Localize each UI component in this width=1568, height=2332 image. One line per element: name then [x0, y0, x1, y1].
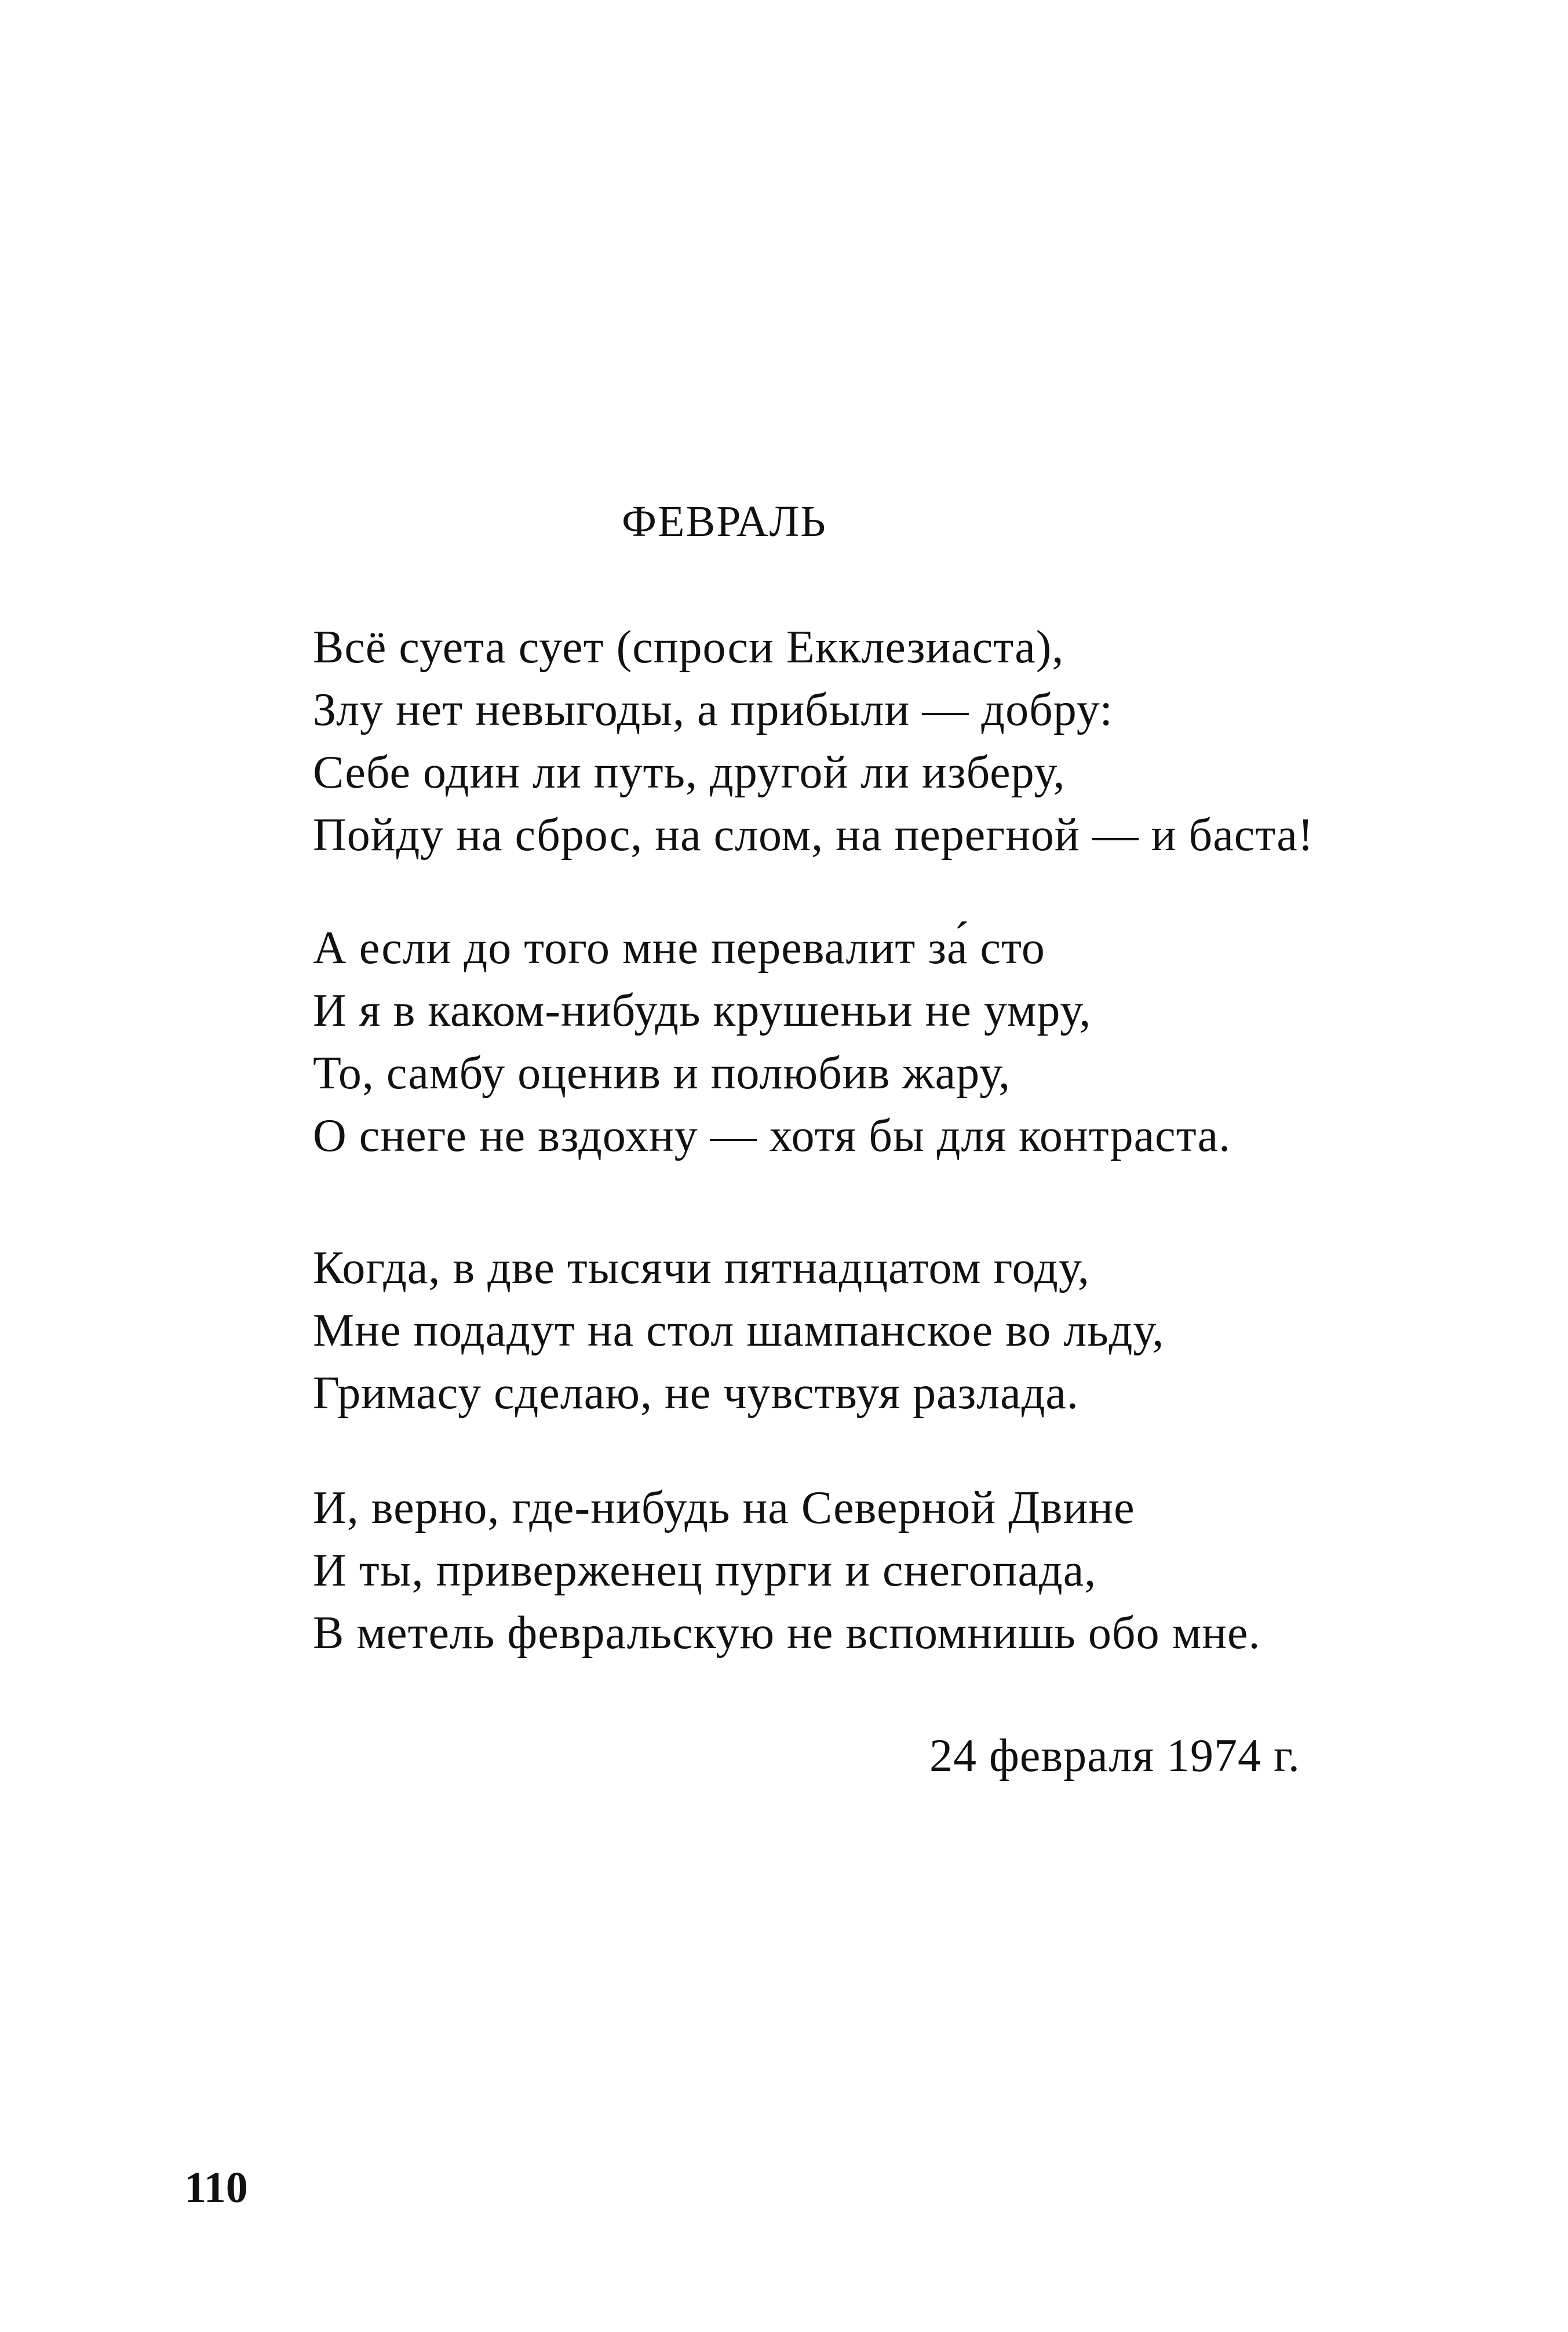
- page-number: 110: [184, 2163, 248, 2212]
- poem-line: О снеге не вздохну — хотя бы для контраста.: [313, 1110, 1231, 1161]
- poem-line: Когда, в две тысячи пятнадцатом году,: [313, 1242, 1090, 1293]
- poem-line: Всё суета сует (спроси Екклезиаста),: [313, 622, 1064, 673]
- poem-title: ФЕВРАЛЬ: [622, 497, 827, 546]
- poem-line: И, верно, где-нибудь на Северной Двине: [313, 1482, 1135, 1533]
- poem-date: 24 февраля 1974 г.: [929, 1730, 1300, 1781]
- poem-line: Злу нет невыгоды, а прибыли — добру:: [313, 684, 1113, 735]
- stanza-4: [313, 1477, 1261, 1664]
- poem-line: И ты, приверженец пурги и снегопада,: [313, 1545, 1097, 1596]
- stanza-2: [313, 917, 1231, 1167]
- poem-line: То, самбу оценив и полюбив жару,: [313, 1048, 1011, 1099]
- poem-line: Пойду на сброс, на слом, на перегной — и баста!: [313, 810, 1314, 861]
- poem-line: И я в каком-нибудь крушеньи не умру,: [313, 985, 1092, 1036]
- poem-line: Мне подадут на стол шампанское во льду,: [313, 1305, 1165, 1356]
- poem-line: А если до того мне перевалит за́ сто: [313, 923, 1045, 974]
- poem-line: Гримасу сделаю, не чувствуя разлада.: [313, 1368, 1079, 1419]
- poem-line: Себе один ли путь, другой ли изберу,: [313, 747, 1066, 798]
- stanza-1: [313, 616, 1314, 866]
- poem-line: В метель февральскую не вспомнишь обо мне.: [313, 1608, 1261, 1659]
- stanza-3: [313, 1237, 1164, 1424]
